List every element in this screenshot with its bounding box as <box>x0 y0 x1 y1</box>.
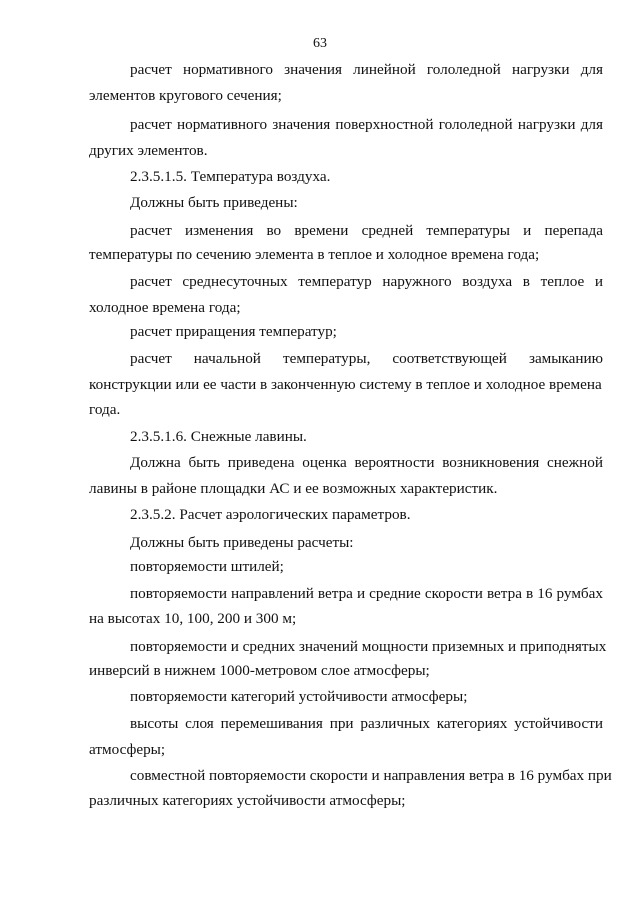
text-line: конструкции или ее части в законченную систему в теплое и холодное времена <box>89 376 602 393</box>
text-line: расчет нормативного значения поверхностной гололедной нагрузки для <box>130 116 603 133</box>
text-line: расчет начальной температуры, соответствующей замыканию <box>130 350 603 367</box>
text-line: Должны быть приведены расчеты: <box>130 534 354 551</box>
text-line: повторяемости и средних значений мощности приземных и приподнятых <box>130 638 607 655</box>
section-heading: 2.3.5.1.5. Температура воздуха. <box>130 168 331 185</box>
text-line: расчет изменения во времени средней температуры и перепада <box>130 222 603 239</box>
text-line: различных категориях устойчивости атмосферы; <box>89 792 406 809</box>
text-line: расчет приращения температур; <box>130 323 337 340</box>
text-line: расчет нормативного значения линейной гололедной нагрузки для <box>130 61 603 78</box>
text-line: повторяемости направлений ветра и средние скорости ветра в 16 румбах <box>130 585 603 602</box>
text-line: температуры по сечению элемента в теплое и холодное времена года; <box>89 246 540 263</box>
text-line: Должны быть приведены: <box>130 194 298 211</box>
text-line: совместной повторяемости скорости и направления ветра в 16 румбах при <box>130 767 612 784</box>
text-line: холодное времена года; <box>89 299 241 316</box>
text-line: на высотах 10, 100, 200 и 300 м; <box>89 610 297 627</box>
section-heading: 2.3.5.2. Расчет аэрологических параметров. <box>130 506 411 523</box>
text-line: года. <box>89 401 121 418</box>
text-line: повторяемости штилей; <box>130 558 284 575</box>
text-line: расчет среднесуточных температур наружного воздуха в теплое и <box>130 273 603 290</box>
text-line: инверсий в нижнем 1000-метровом слое атмосферы; <box>89 662 430 679</box>
text-line: других элементов. <box>89 142 208 159</box>
page-number: 63 <box>313 36 327 51</box>
text-line: Должна быть приведена оценка вероятности возникновения снежной <box>130 454 603 471</box>
text-line: повторяемости категорий устойчивости атмосферы; <box>130 688 468 705</box>
text-line: высоты слоя перемешивания при различных категориях устойчивости <box>130 715 603 732</box>
text-line: элементов кругового сечения; <box>89 87 282 104</box>
section-heading: 2.3.5.1.6. Снежные лавины. <box>130 428 307 445</box>
text-line: лавины в районе площадки АС и ее возможных характеристик. <box>89 480 498 497</box>
text-line: атмосферы; <box>89 741 166 758</box>
